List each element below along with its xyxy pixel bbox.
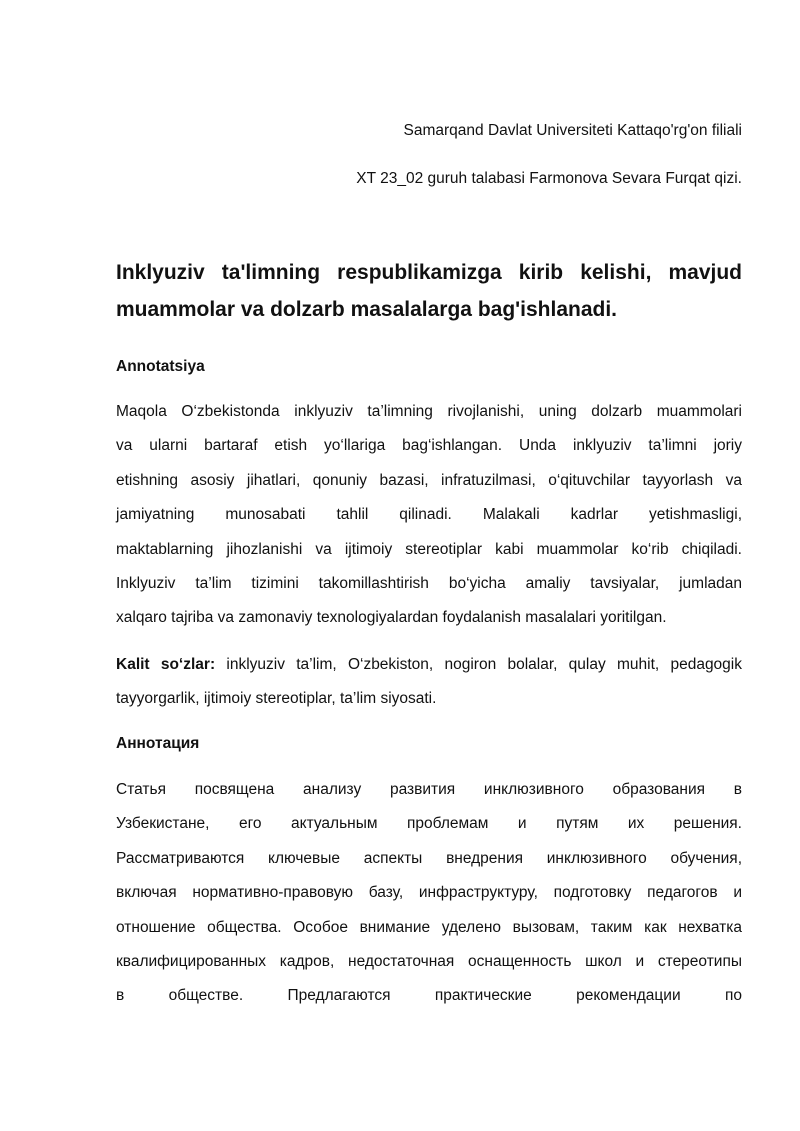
annotation-uz-line: etishning asosiy jihatlari, qonuniy bazasi, infratuzilmasi, o‘qituvchilar tayyorlash va — [116, 471, 742, 489]
annotation-uz-line: maktablarning jihozlanishi va ijtimoiy stereotiplar kabi muammolar ko‘rib chiqiladi. — [116, 540, 742, 558]
annotation-uz-line: va ularni bartaraf etish yo‘llariga bag‘ishlangan. Unda inklyuziv ta’limni joriy — [116, 437, 742, 455]
annotation-uz-line: xalqaro tajriba va zamonaviy texnologiyalardan foydalanish masalalari yoritilgan. — [116, 609, 667, 627]
student-line: XT 23_02 guruh talabasi Farmonova Sevara Furqat qizi. — [356, 170, 742, 187]
annotation-ru-line: включая нормативно-правовую базу, инфраструктуру, подготовку педагогов и — [116, 884, 742, 902]
annotation-ru-line: отношение общества. Особое внимание уделено вызовам, таким как нехватка — [116, 918, 742, 936]
annotation-ru-line: в обществе. Предлагаются практические рекомендации по — [116, 987, 742, 1005]
affiliation-line: Samarqand Davlat Universiteti Kattaqo'rg'on filiali — [403, 122, 742, 139]
keywords-line-2: tayyorgarlik, ijtimoiy stereotiplar, ta’lim siyosati. — [116, 690, 437, 708]
annotation-uz-paragraph — [116, 395, 742, 636]
annotation-ru-heading: Аннотация — [116, 735, 200, 752]
annotation-ru-line: квалифицированных кадров, недостаточная оснащенность школ и стереотипы — [116, 953, 742, 971]
annotation-uz-heading: Annotatsiya — [116, 358, 205, 375]
title-line-1: Inklyuziv ta'limning respublikamizga kirib kelishi, mavjud — [116, 261, 742, 284]
annotation-ru-line: Статья посвящена анализу развития инклюзивного образования в — [116, 781, 742, 798]
keywords-label: Kalit so‘zlar: — [116, 656, 216, 673]
annotation-uz-line: jamiyatning munosabati tahlil qilinadi. Malakali kadrlar yetishmasligi, — [116, 506, 742, 524]
article-title — [116, 254, 742, 328]
annotation-ru-paragraph — [116, 773, 742, 1014]
annotation-ru-line: Узбекистане, его актуальным проблемам и путям их решения. — [116, 815, 742, 833]
annotation-ru-line: Рассматриваются ключевые аспекты внедрения инклюзивного обучения, — [116, 849, 742, 867]
annotation-uz-line: Inklyuziv ta’lim tizimini takomillashtirish bo‘yicha amaliy tavsiyalar, jumladan — [116, 575, 742, 593]
keywords-line-1 — [116, 648, 742, 682]
keywords-text: inklyuziv ta’lim, O‘zbekiston, nogiron bolalar, qulay muhit, pedagogik — [215, 656, 742, 673]
title-line-2: muammolar va dolzarb masalalarga bag'ishlanadi. — [116, 298, 618, 321]
keywords-paragraph — [116, 648, 742, 717]
annotation-uz-line: Maqola O‘zbekistonda inklyuziv ta’limning rivojlanishi, uning dolzarb muammolari — [116, 403, 742, 420]
